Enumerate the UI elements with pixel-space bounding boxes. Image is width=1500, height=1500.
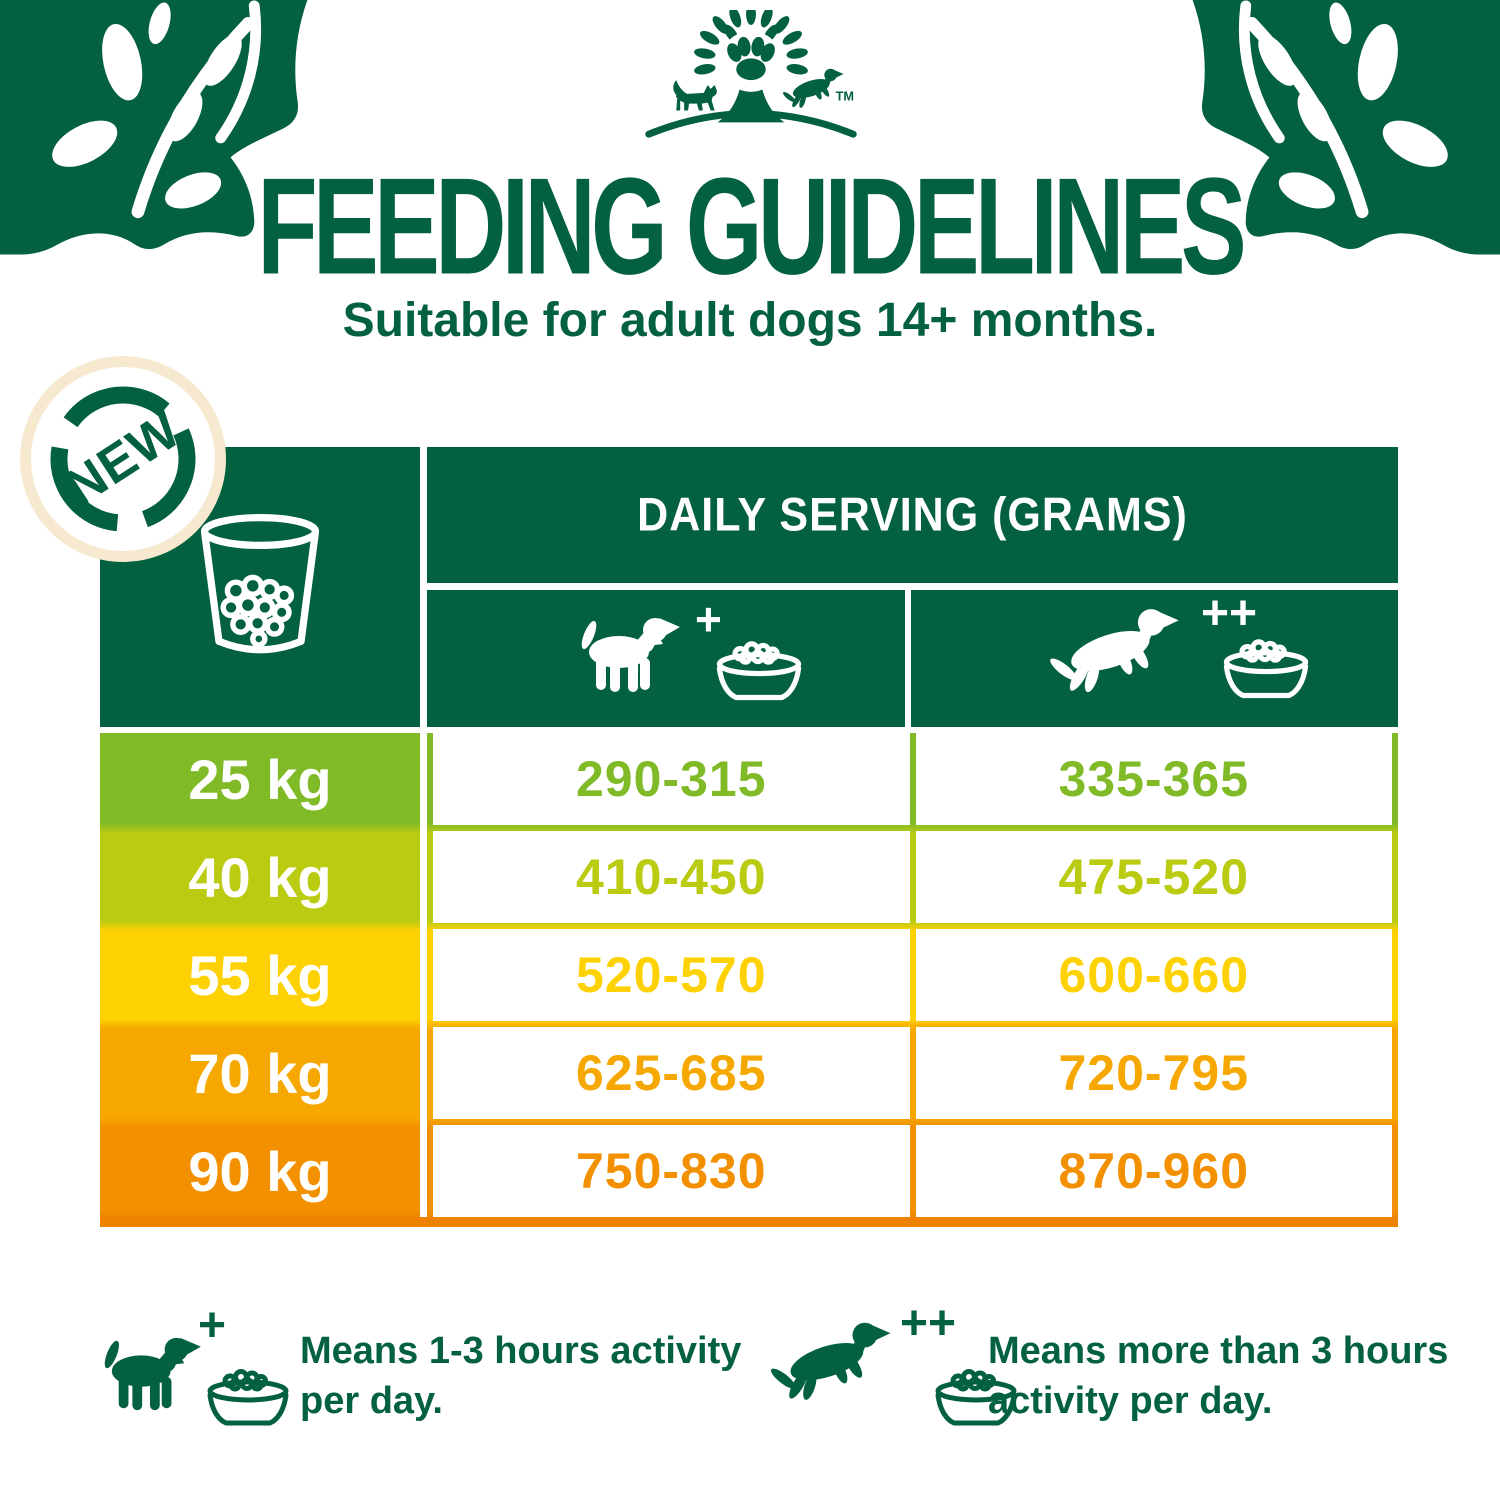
dog-jumping-icon bbox=[770, 1316, 898, 1411]
legend-high-line1: Means more than 3 hours bbox=[988, 1330, 1449, 1372]
serving-value-low: 750-830 bbox=[433, 1125, 910, 1217]
new-badge bbox=[20, 356, 226, 562]
tree-paw-cat-dog-icon bbox=[633, 10, 869, 158]
serving-value-low: 410-450 bbox=[433, 831, 910, 923]
plus-icon: + bbox=[695, 593, 722, 645]
plus-plus-icon: ++ bbox=[1201, 587, 1258, 640]
page-title: FEEDING GUIDELINES bbox=[257, 149, 1243, 304]
serving-value-high: 475-520 bbox=[916, 831, 1393, 923]
food-bowl-icon bbox=[709, 638, 809, 707]
legend-low-line2: per day. bbox=[300, 1380, 443, 1423]
serving-value-low: 625-685 bbox=[433, 1027, 910, 1119]
plus-icon: + bbox=[198, 1299, 227, 1352]
serving-value-high: 335-365 bbox=[916, 733, 1393, 825]
dog-silhouette-icon bbox=[782, 69, 844, 109]
brand-tree-logo bbox=[633, 10, 869, 158]
column-divider bbox=[420, 733, 427, 1217]
weight-column bbox=[100, 733, 420, 1217]
activity-high-header-cell bbox=[911, 587, 1398, 727]
dog-walking-icon bbox=[567, 610, 687, 700]
weight-label: 25 kg bbox=[188, 747, 332, 811]
serving-value-high: 870-960 bbox=[916, 1125, 1393, 1217]
legend-high-line2: activity per day. bbox=[988, 1380, 1273, 1423]
weight-label: 40 kg bbox=[188, 845, 332, 909]
serving-values-grid bbox=[427, 733, 1398, 1217]
page-subtitle: Suitable for adult dogs 14+ months. bbox=[342, 294, 1158, 347]
dog-jumping-icon bbox=[1049, 602, 1187, 704]
activity-low-header-cell bbox=[427, 590, 905, 727]
food-bowl-icon bbox=[200, 1366, 296, 1432]
new-badge-label: NEW bbox=[55, 400, 191, 518]
serving-value-low: 290-315 bbox=[433, 733, 910, 825]
dog-walking-icon bbox=[90, 1330, 208, 1418]
trademark-symbol: TM bbox=[835, 88, 855, 104]
weight-label: 70 kg bbox=[188, 1041, 332, 1105]
weight-label: 55 kg bbox=[188, 943, 332, 1007]
serving-value-low: 520-570 bbox=[433, 929, 910, 1021]
serving-value-high: 600-660 bbox=[916, 929, 1393, 1021]
feeding-table-body bbox=[100, 733, 1398, 1227]
daily-serving-header: DAILY SERVING (GRAMS) bbox=[637, 488, 1188, 541]
food-bowl-icon bbox=[1216, 636, 1316, 705]
plus-plus-icon: ++ bbox=[900, 1297, 957, 1350]
daily-serving-header-cell bbox=[427, 447, 1398, 583]
serving-value-high: 720-795 bbox=[916, 1027, 1393, 1119]
legend-high-text bbox=[988, 1326, 1468, 1426]
legend-low-line1: Means 1-3 hours activity bbox=[300, 1330, 742, 1372]
weight-label: 90 kg bbox=[188, 1139, 332, 1203]
cat-silhouette-icon bbox=[673, 80, 717, 110]
legend-low-text bbox=[300, 1326, 760, 1426]
